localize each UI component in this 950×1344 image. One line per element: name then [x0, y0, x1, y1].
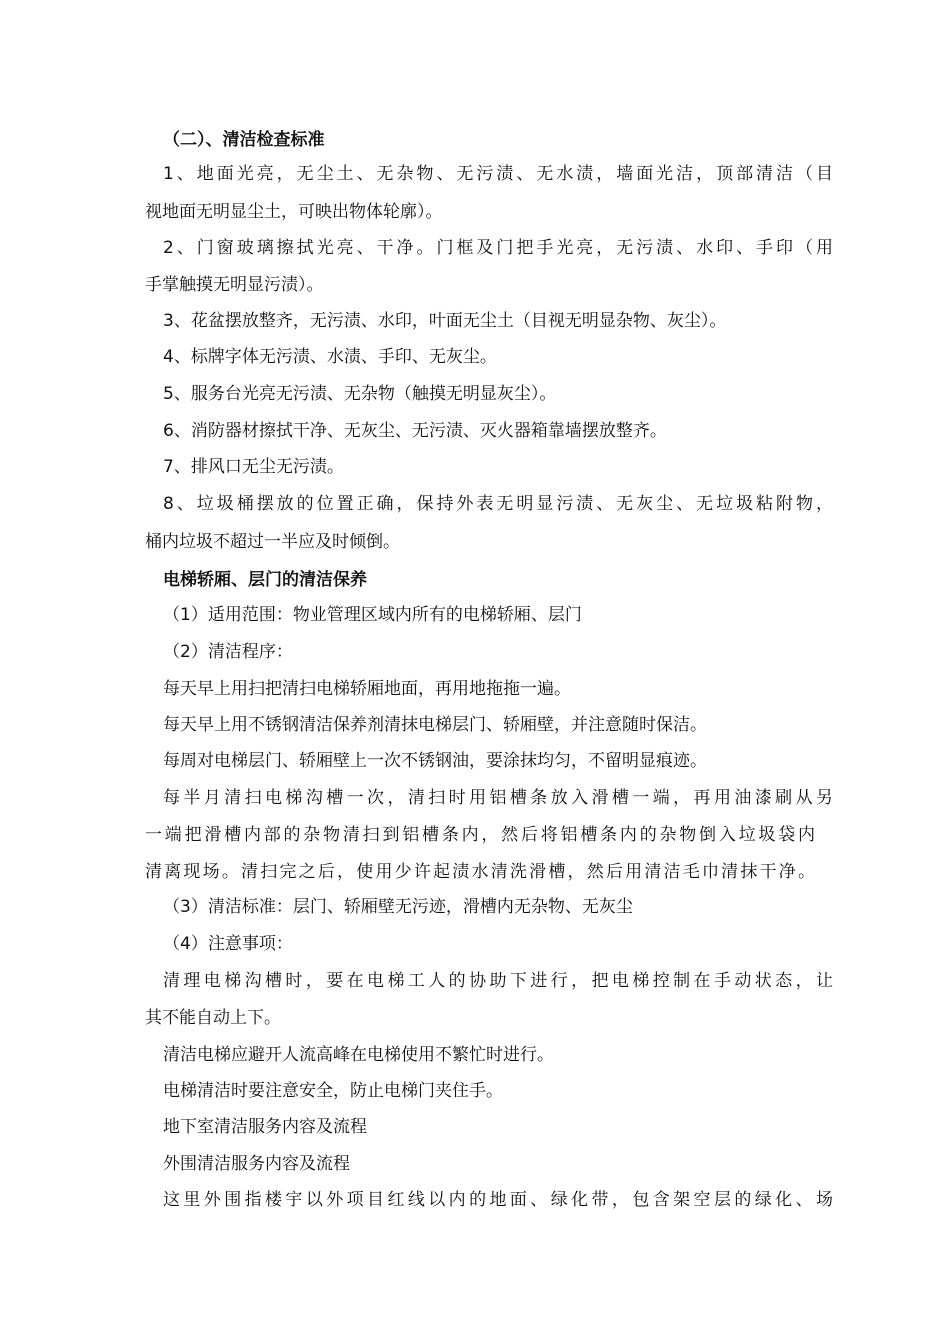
scope-line: （1）适用范围：物业管理区域内所有的电梯轿厢、层门 [163, 605, 582, 625]
standard-line: 视地面无明显尘土，可映出物体轮廓）。 [145, 202, 443, 222]
standard-line: 8、垃圾桶摆放的位置正确，保持外表无明显污渍、无灰尘、无垃圾粘附物， [163, 494, 833, 514]
standard-line: 6、消防器材擦拭干净、无灰尘、无污渍、灭火器箱靠墙摆放整齐。 [163, 421, 667, 441]
outdoor-heading: 外围清洁服务内容及流程 [163, 1154, 350, 1174]
note-line: 清理电梯沟槽时，要在电梯工人的协助下进行，把电梯控制在手动状态，让 [163, 971, 833, 991]
standard-line: 2、门窗玻璃擦拭光亮、干净。门框及门把手光亮，无污渍、水印、手印（用 [163, 238, 833, 258]
note-line: 清洁电梯应避开人流高峰在电梯使用不繁忙时进行。 [163, 1045, 554, 1065]
procedure-label: （2）清洁程序： [163, 642, 293, 662]
standard-line: 桶内垃圾不超过一半应及时倾倒。 [145, 532, 400, 552]
standard-line: 手掌触摸无明显污渍）。 [145, 275, 324, 295]
procedure-line: 一端把滑槽内部的杂物清扫到铝槽条内，然后将铝槽条内的杂物倒入垃圾袋内 [145, 825, 815, 845]
procedure-line: 每半月清扫电梯沟槽一次，清扫时用铝槽条放入滑槽一端，再用油漆刷从另 [163, 788, 833, 808]
note-line: 电梯清洁时要注意安全，防止电梯门夹住手。 [163, 1081, 503, 1101]
elevator-heading: 电梯轿厢、层门的清洁保养 [163, 570, 367, 590]
procedure-line: 每天早上用不锈钢清洁保养剂清抹电梯层门、轿厢壁，并注意随时保洁。 [163, 715, 707, 735]
procedure-line: 每周对电梯层门、轿厢壁上一次不锈钢油，要涂抹均匀，不留明显痕迹。 [163, 751, 707, 771]
note-line: 其不能自动上下。 [145, 1008, 281, 1028]
section-heading: （二）、清洁检查标准 [163, 130, 325, 150]
standard-summary: （3）清洁标准：层门、轿厢壁无污迹，滑槽内无杂物、无灰尘 [163, 897, 633, 917]
basement-heading: 地下室清洁服务内容及流程 [163, 1117, 367, 1137]
standard-line: 3、花盆摆放整齐，无污渍、水印，叶面无尘土（目视无明显杂物、灰尘）。 [163, 311, 727, 331]
procedure-line: 每天早上用扫把清扫电梯轿厢地面，再用地拖拖一遍。 [163, 679, 571, 699]
standard-line: 7、排风口无尘无污渍。 [163, 457, 344, 477]
outdoor-text: 这里外围指楼宇以外项目红线以内的地面、绿化带，包含架空层的绿化、场 [163, 1190, 833, 1210]
standard-line: 5、服务台光亮无污渍、无杂物（触摸无明显灰尘）。 [163, 384, 557, 404]
standard-line: 4、标牌字体无污渍、水渍、手印、无灰尘。 [163, 347, 497, 367]
procedure-line: 清离现场。清扫完之后，使用少许起渍水清洗滑槽，然后用清洁毛巾清抹干净。 [145, 862, 815, 882]
standard-line: 1、地面光亮，无尘土、无杂物、无污渍、无水渍，墙面光洁，顶部清洁（目 [163, 164, 833, 184]
notes-label: （4）注意事项： [163, 934, 293, 954]
